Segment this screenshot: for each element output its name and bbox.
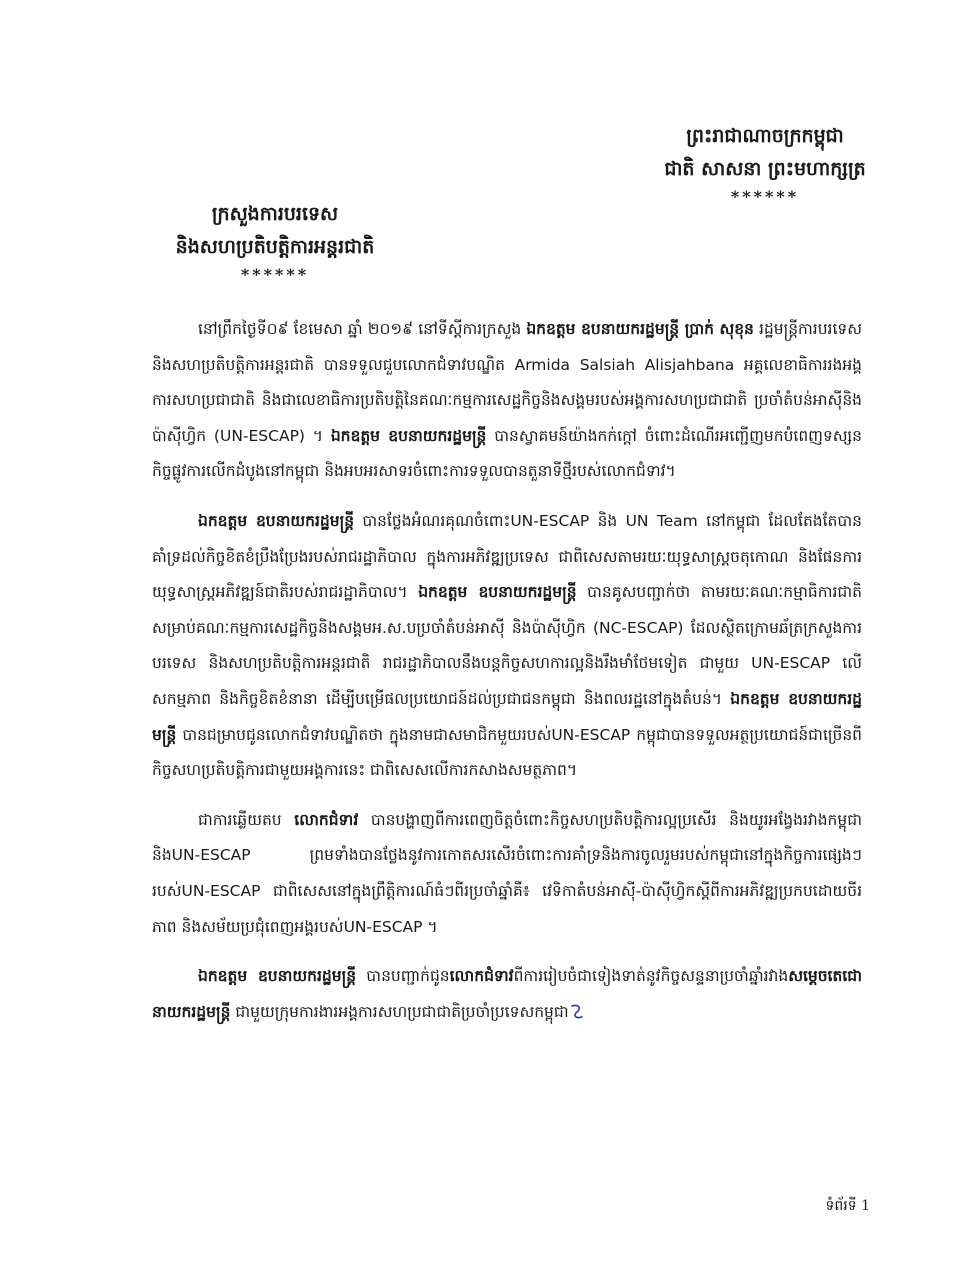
kingdom-title: ព្រះរាជាណាចក្រកម្ពុជា <box>686 125 844 147</box>
ministry-name-line1: ក្រសួងការបរទេស <box>211 203 339 225</box>
kingdom-header <box>635 120 895 208</box>
press-release-body <box>152 312 862 1044</box>
paragraph-bold-text: ឯកឧត្តម ឧបនាយករដ្ឋមន្ត្រី <box>198 967 357 986</box>
paragraph-text: បានថ្លែងអំណរគុណចំពោះUN-ESCAP និង UN Team នៅកម្ពុជា ដែលតែងតែបានគាំទ្រដល់កិច្ចខិតខំប្រឹងប្រែងរបស់រាជរដ្ឋាភិបាល ក្នុងការអភិវឌ្ឍប្រទេស ជាពិសេសតាមរយៈយុទ្ធសាស្ត្រចតុកោណ និងផែនការយុទ្ធសាស្ត្រអភិវឌ្ឍន៍ជាតិរបស់រាជរដ្ឋាភិបាល។ <box>152 511 862 602</box>
paragraph-text: នៅព្រឹកថ្ងៃទី០៩ ខែមេសា ឆ្នាំ ២០១៩ នៅទីស្តីការក្រសួង <box>198 320 527 338</box>
paragraph-1 <box>152 312 862 490</box>
paragraph-3 <box>152 803 862 945</box>
paragraph-bold-text: លោកជំទាវ <box>449 967 514 986</box>
kingdom-motto: ជាតិ សាសនា ព្រះមហាក្សត្រ <box>664 158 866 180</box>
ministry-stars: ****** <box>240 265 310 284</box>
paragraph-text: បានបង្ហាញពីការពេញចិត្តចំពោះកិច្ចសហប្រតិបត្តិការល្អប្រសើរ និងយូរអង្វែងរវាងកម្ពុជា និងUN-ESCAP ព្រមទាំងបានថ្លែងនូវការកោតសរសើរចំពោះការគាំទ្រនិងការចូលរួមរបស់កម្ពុជានៅក្នុងកិច្ចការផ្សេងៗរបស់UN-ESCAP ជាពិសេសនៅក្នុងព្រឹត្តិការណ៍ធំៗពីរប្រចាំឆ្នាំគឺ៖ វេទិកាតំបន់អាស៊ី-ប៉ាស៊ីហ្វិកស្តីពីការអភិវឌ្ឍប្រកបដោយចីរភាព និងសម័យប្រជុំពេញអង្គរបស់UN-ESCAP ។ <box>152 810 862 936</box>
paragraph-text: បានបញ្ជាក់ជូន <box>356 967 450 986</box>
paragraph-text: ជាការឆ្លើយតប <box>198 810 295 829</box>
paragraph-text: ពីការរៀបចំជាទៀងទាត់នូវកិច្ចសន្ទនាប្រចាំឆ្នាំរវាង <box>513 967 789 986</box>
paragraph-text: ជាមួយក្រុមការងារអង្គការសហប្រជាជាតិប្រចាំប្រទេសកម្ពុជា <box>230 1002 569 1021</box>
kingdom-stars: ****** <box>730 187 800 206</box>
paragraph-4 <box>152 959 862 1030</box>
paragraph-bold-text: ឯកឧត្តម ឧបនាយករដ្ឋមន្ត្រី <box>152 689 862 744</box>
paragraph-bold-text: លោកជំទាវ <box>294 810 359 829</box>
ministry-name-line2: និងសហប្រតិបត្តិការអន្តរជាតិ <box>175 236 375 258</box>
paragraph-text: បានជម្រាបជូនលោកជំទាវបណ្ឌិតថា ក្នុងនាមជាសមាជិកមួយរបស់UN-ESCAP កម្ពុជាបានទទួលអត្ថប្រយោជន៍ជាច្រើនពីកិច្ចសហប្រតិបត្តិការជាមួយអង្គការនេះ ជាពិសេសលើការកសាងសមត្ថភាព។ <box>152 725 862 780</box>
paragraph-text: បានគូសបញ្ជាក់ថា តាមរយៈគណៈកម្មាធិការជាតិសម្រាប់គណៈកម្មការសេដ្ឋកិច្ចនិងសង្គមអ.ស.បប្រចាំតំបន់អាស៊ី និងប៉ាស៊ីហ្វិក (NC-ESCAP) ដែលស្ថិតក្រោមឆ័ត្រក្រសួងការបរទេស និងសហប្រតិបត្តិការអន្តរជាតិ រាជរដ្ឋាភិបាលនឹងបន្តកិច្ចសហការល្អនិងរឹងមាំថែមទៀត ជាមួយ UN-ESCAP លើសកម្មភាព និងកិច្ចខិតខំនានា ដើម្បីបម្រើផលប្រយោជន៍ដល់ប្រជាជនកម្ពុជា និងពលរដ្ឋនៅក្នុងតំបន់។ <box>152 583 862 708</box>
page-number: ទំព័រទី 1 <box>825 1198 870 1214</box>
paragraph-bold-text: សម្តេចតេជោនាយករដ្ឋមន្ត្រី <box>152 967 862 1021</box>
paragraph-text: រដ្ឋមន្ត្រីការបរទេស និងសហប្រតិបត្តិការអន្តរជាតិ បានទទួលជួបលោកជំទាវបណ្ឌិត Armida Salsiah Alisjahbana អគ្គលេខាធិការរងអង្គការសហប្រជាជាតិ និងជាលេខាធិការប្រតិបត្តិនៃគណៈកម្មការសេដ្ឋកិច្ចនិងសង្គមរបស់អង្គការសហប្រជាជាតិ ប្រចាំតំបន់អាស៊ីនិងប៉ាស៊ីហ្វិក (UN-ESCAP) ។ <box>152 320 862 445</box>
paragraph-bold-text: ឯកឧត្តម ឧបនាយករដ្ឋមន្ត្រី <box>330 426 487 445</box>
paragraph-2 <box>152 504 862 789</box>
handwritten-mark-icon <box>569 1002 585 1022</box>
paragraph-bold-text: ឯកឧត្តម ឧបនាយករដ្ឋមន្ត្រី <box>198 511 355 530</box>
paragraph-bold-text: ឯកឧត្តម ឧបនាយករដ្ឋមន្ត្រី ប្រាក់ សុខុន <box>526 320 754 338</box>
paragraph-bold-text: ឯកឧត្តម ឧបនាយករដ្ឋមន្ត្រី <box>418 583 577 602</box>
ministry-header <box>160 198 390 286</box>
paragraph-text: បានស្វាគមន៍យ៉ាងកក់ក្តៅ ចំពោះដំណើរអញ្ជើញមកបំពេញទស្សនកិច្ចផ្លូវការលើកដំបូងនៅកម្ពុជា និងអបអរសាទរចំពោះការទទួលបានតួនាទីថ្មីរបស់លោកជំទាវ។ <box>152 426 862 481</box>
